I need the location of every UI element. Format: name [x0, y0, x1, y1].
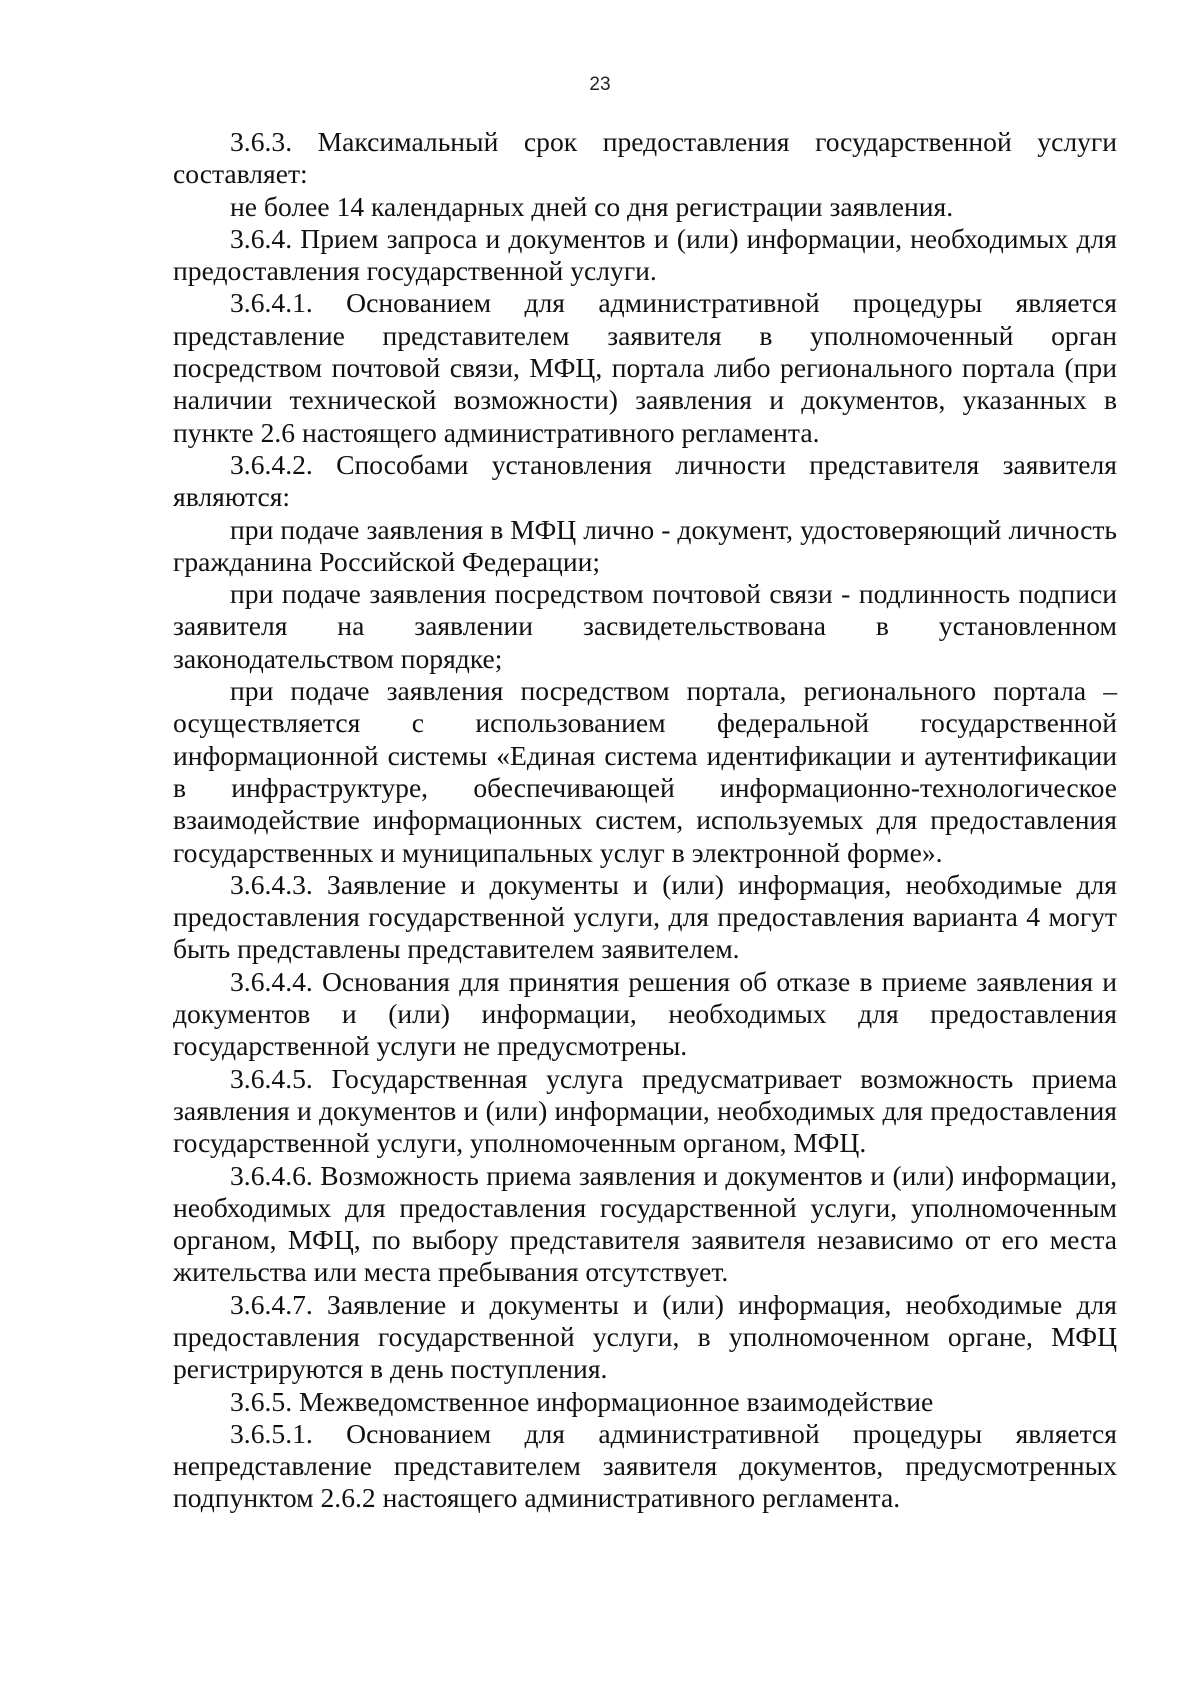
paragraph-3-6-4: 3.6.4. Прием запроса и документов и (или) информации, необходимых для предоставления государственной услуги. [173, 222, 1117, 287]
paragraph-3-6-4-1: 3.6.4.1. Основанием для административной процедуры является представление представителем заявителя в уполномоченный орган посредством почтовой связи, МФЦ, портала либо регионального портала (при наличии технической возможности) заявления и документов, указанных в пункте 2.6 настоящего административного регламента. [173, 287, 1117, 448]
paragraph-term-limit: не более 14 календарных дней со дня регистрации заявления. [230, 190, 954, 222]
paragraph-3-6-4-3: 3.6.4.3. Заявление и документы и (или) информация, необходимые для предоставления государственной услуги, для предоставления варианта 4 могут быть представлены представителем заявителем. [173, 868, 1117, 965]
paragraph-3-6-5-1: 3.6.5.1. Основанием для административной процедуры является непредставление представителем заявителя документов, предусмотренных подпунктом 2.6.2 настоящего административного регламента. [173, 1417, 1117, 1514]
paragraph-3-6-4-5: 3.6.4.5. Государственная услуга предусматривает возможность приема заявления и документов и (или) информации, необходимых для предоставления государственной услуги, уполномоченным органом, МФЦ. [173, 1062, 1117, 1159]
paragraph-3-6-4-2: 3.6.4.2. Способами установления личности представителя заявителя являются: [173, 448, 1117, 513]
paragraph-3-6-4-4: 3.6.4.4. Основания для принятия решения об отказе в приеме заявления и документов и (или) информации, необходимых для предоставления государственной услуги не предусмотрены. [173, 965, 1117, 1062]
paragraph-postal: при подаче заявления посредством почтовой связи - подлинность подписи заявителя на заявлении засвидетельствована в установленном законодательством порядке; [173, 578, 1117, 674]
paragraph-mfc-in-person: при подаче заявления в МФЦ лично - документ, удостоверяющий личность гражданина Российской Федерации; [173, 513, 1117, 577]
document-body [173, 126, 1117, 1515]
paragraph-3-6-3: 3.6.3. Максимальный срок предоставления государственной услуги составляет: [173, 126, 1117, 190]
paragraph-3-6-4-6: 3.6.4.6. Возможность приема заявления и документов и (или) информации, необходимых для предоставления государственной услуги, уполномоченным органом, МФЦ, по выбору представителя заявителя независимо от его места жительства или места пребывания отсутствует. [173, 1159, 1117, 1288]
paragraph-3-6-4-7: 3.6.4.7. Заявление и документы и (или) информация, необходимые для предоставления государственной услуги, в уполномоченном органе, МФЦ регистрируются в день поступления. [173, 1288, 1117, 1385]
page-number: 23 [589, 74, 611, 95]
paragraph-portal: при подаче заявления посредством портала, регионального портала – осуществляется с использованием федеральной государственной информационной системы «Единая система идентификации и аутентификации в инфраструктуре, обеспечивающей информационно-технологическое взаимодействие информационных систем, используемых для предоставления государственных и муниципальных услуг в электронной форме». [173, 675, 1117, 868]
paragraph-3-6-5: 3.6.5. Межведомственное информационное взаимодействие [230, 1385, 934, 1417]
